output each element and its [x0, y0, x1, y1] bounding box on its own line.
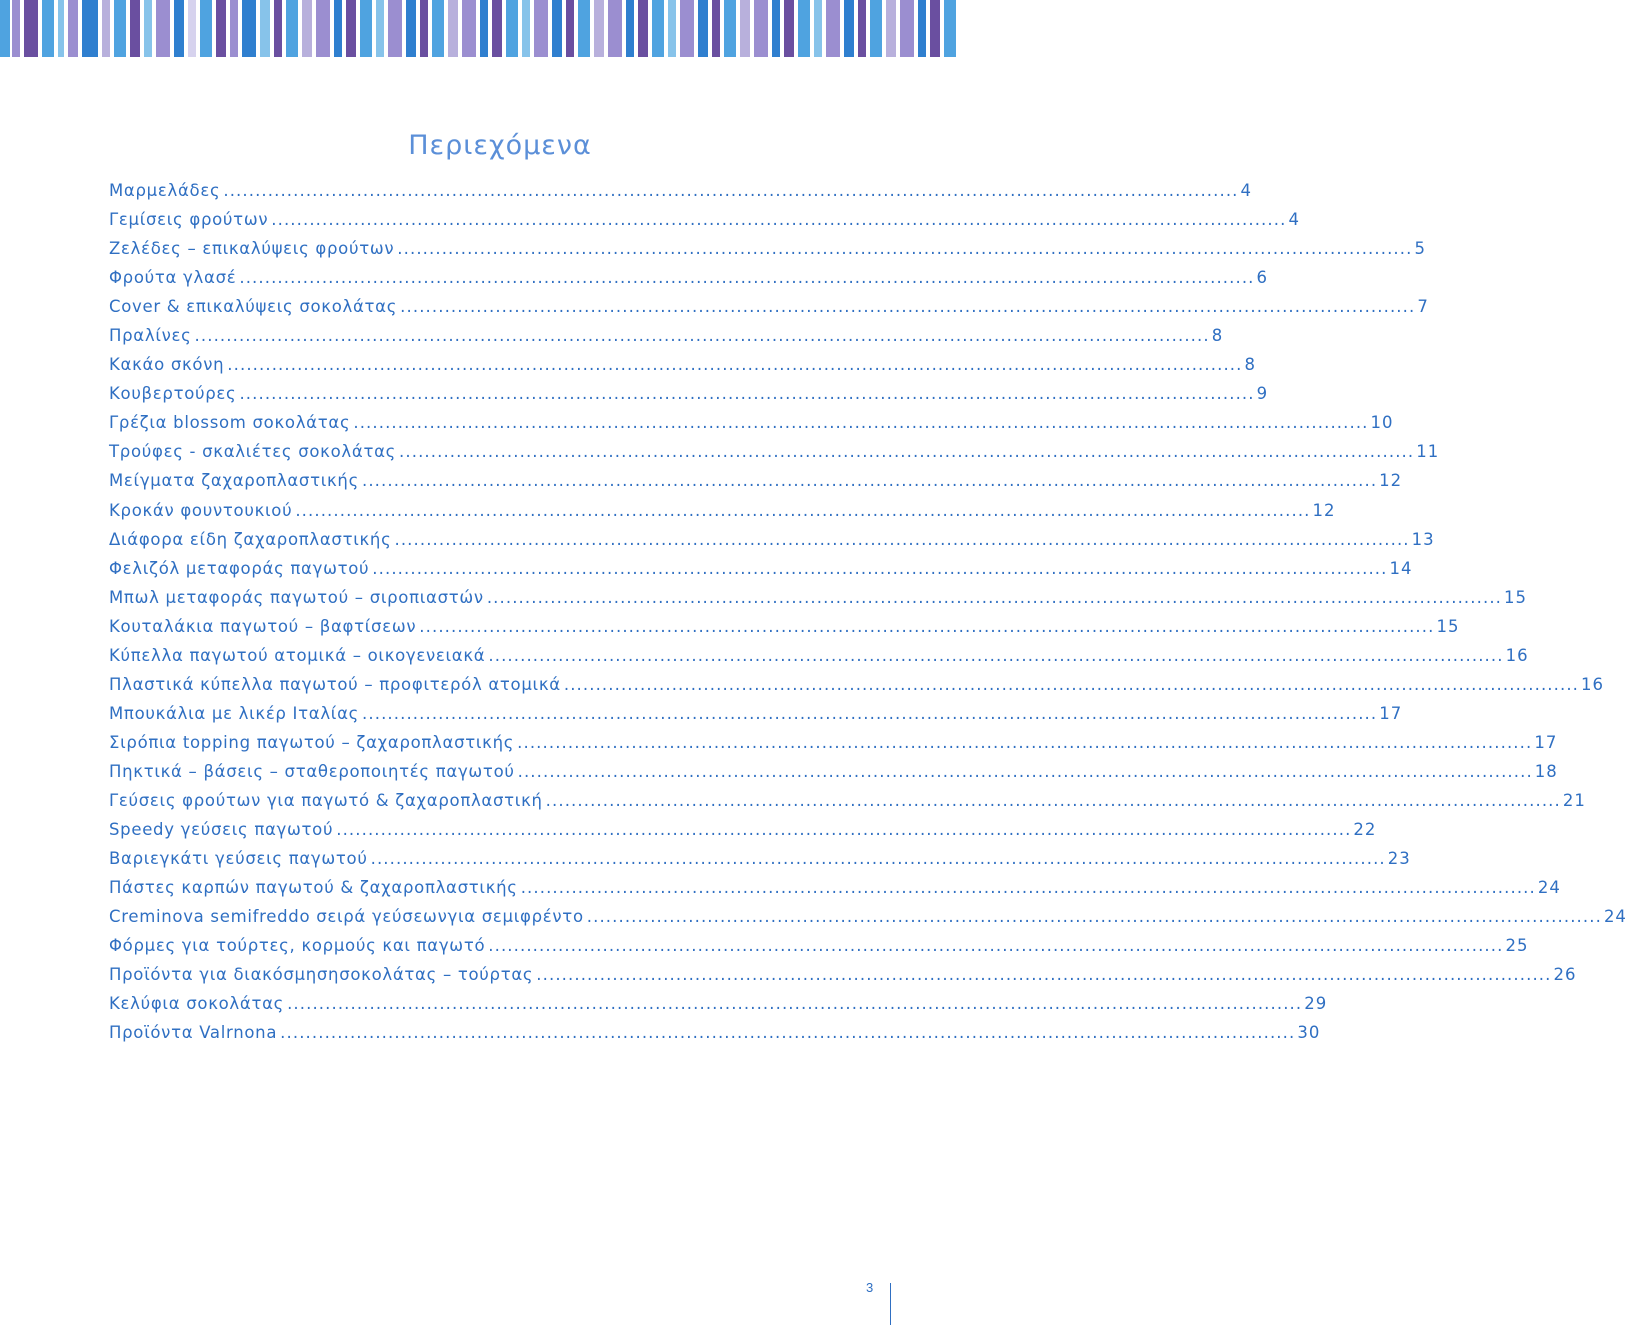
toc-leader-dots: ................................................................................................................................................................ [353, 413, 1369, 433]
toc-entry-label: Βαριεγκάτι γεύσεις παγωτού [109, 849, 368, 869]
toc-entry-page: 18 [1534, 761, 1558, 781]
toc-entry[interactable] [109, 907, 1627, 936]
toc-entry-page: 24 [1537, 878, 1561, 898]
toc-entry-label: Ζελέδες – επικαλύψεις φρούτων [109, 239, 395, 259]
toc-leader-dots: ................................................................................................................................................................ [223, 181, 1239, 200]
toc-entry[interactable] [109, 790, 1586, 820]
toc-leader-dots: ................................................................................................................................................................ [545, 790, 1561, 810]
stripe [188, 0, 196, 57]
stripe [534, 0, 548, 57]
stripe [12, 0, 20, 57]
stripe [522, 0, 530, 57]
stripe [784, 0, 794, 57]
toc-entry-page: 16 [1505, 645, 1529, 665]
toc-entry-page: 4 [1240, 181, 1253, 200]
stripe [900, 0, 914, 57]
toc-leader-dots: ................................................................................................................................................................ [486, 587, 1503, 607]
stripe [858, 0, 866, 57]
toc-entry-label: Σιρόπια topping παγωτού – ζαχαροπλαστικής [109, 732, 515, 752]
stripe [480, 0, 488, 57]
toc-entry-label: Φελιζόλ μεταφοράς παγωτού [109, 558, 370, 578]
toc-entry-label: Κουταλάκια παγωτού – βαφτίσεων [109, 616, 417, 636]
toc-entry[interactable] [109, 326, 1224, 355]
toc-entry-page: 21 [1562, 790, 1586, 810]
toc-entry-label: Γεμίσεις φρούτων [109, 210, 269, 230]
toc-entry[interactable] [109, 500, 1336, 530]
stripe [798, 0, 810, 57]
toc-entry-page: 8 [1211, 326, 1224, 346]
toc-entry-label: Creminova semifreddo σειρά γεύσεωνγια σεμιφρέντο [109, 907, 584, 927]
toc-leader-dots: ................................................................................................................................................................ [280, 1023, 1296, 1043]
stripe [826, 0, 840, 57]
stripe [406, 0, 416, 57]
stripe [886, 0, 896, 57]
stripe [388, 0, 402, 57]
stripe [578, 0, 590, 57]
toc-leader-dots: ................................................................................................................................................................ [520, 878, 1536, 898]
toc-leader-dots: ................................................................................................................................................................ [239, 268, 1255, 288]
stripe [144, 0, 152, 57]
stripe [668, 0, 676, 57]
toc-entry-label: Πλαστικά κύπελλα παγωτού – προφιτερόλ ατομικά [109, 674, 561, 694]
toc-entry-label: Cover & επικαλύψεις σοκολάτας [109, 297, 398, 317]
toc-entry-page: 25 [1505, 936, 1529, 956]
stripe [638, 0, 648, 57]
toc-entry[interactable] [109, 239, 1426, 268]
stripe [944, 0, 956, 57]
stripe [594, 0, 604, 57]
toc-entry-page: 10 [1370, 413, 1394, 433]
toc-leader-dots: ................................................................................................................................................................ [362, 703, 1378, 723]
toc-entry-page: 29 [1304, 994, 1328, 1014]
toc-entry[interactable] [109, 761, 1558, 791]
stripe [200, 0, 212, 57]
stripe [346, 0, 356, 57]
toc-entry[interactable] [109, 384, 1269, 413]
decorative-stripe-band [0, 0, 960, 57]
toc-entry-label: Πραλίνες [109, 326, 192, 346]
toc-entry[interactable] [109, 442, 1440, 471]
toc-entry-page: 11 [1416, 442, 1440, 462]
toc-entry-label: Πάστες καρπών παγωτού & ζαχαροπλαστικής [109, 878, 518, 898]
stripe [102, 0, 110, 57]
toc-entry[interactable] [109, 355, 1256, 384]
toc-entry-label: Φόρμες για τούρτες, κορμούς και παγωτό [109, 936, 486, 956]
toc-entry-label: Κελύφια σοκολάτας [109, 994, 285, 1014]
toc-entry[interactable] [109, 210, 1300, 239]
toc-entry-page: 5 [1414, 239, 1426, 259]
toc-entry[interactable] [109, 297, 1429, 326]
stripe [130, 0, 140, 57]
stripe [870, 0, 882, 57]
toc-leader-dots: ................................................................................................................................................................ [399, 442, 1415, 462]
toc-entry-label: Γεύσεις φρούτων για παγωτό & ζαχαροπλαστική [109, 790, 543, 810]
toc-entry[interactable] [109, 732, 1558, 762]
toc-leader-dots: ................................................................................................................................................................ [271, 210, 1287, 230]
toc-entry-label: Μπουκάλια με λικέρ Ιταλίας [109, 703, 360, 723]
toc-entry-page: 6 [1256, 268, 1269, 288]
toc-entry-label: Κύπελλα παγωτού ατομικά – οικογενειακά [109, 645, 486, 665]
toc-entry[interactable] [109, 587, 1528, 617]
toc-entry[interactable] [109, 936, 1529, 965]
toc-leader-dots: ................................................................................................................................................................ [419, 616, 1435, 636]
toc-entry-label: Φρούτα γλασέ [109, 268, 237, 288]
table-of-contents [109, 181, 1627, 1052]
stripe [420, 0, 428, 57]
page-number: 3 [866, 1280, 874, 1295]
toc-leader-dots: ................................................................................................................................................................ [194, 326, 1210, 346]
toc-leader-dots: ................................................................................................................................................................ [488, 936, 1504, 956]
stripe [274, 0, 282, 57]
toc-leader-dots: ................................................................................................................................................................ [295, 500, 1311, 520]
stripe [712, 0, 720, 57]
stripe [432, 0, 444, 57]
stripe [156, 0, 170, 57]
toc-leader-dots: ................................................................................................................................................................ [239, 384, 1255, 404]
stripe [552, 0, 562, 57]
stripe [286, 0, 298, 57]
stripe [566, 0, 574, 57]
toc-leader-dots: ................................................................................................................................................................ [397, 239, 1413, 259]
toc-leader-dots: ................................................................................................................................................................ [394, 529, 1410, 549]
toc-entry[interactable] [109, 616, 1460, 646]
stripe [42, 0, 54, 57]
toc-entry-label: Προϊόντα για διακόσμησησοκολάτας – τούρτας [109, 965, 534, 985]
toc-entry[interactable] [109, 703, 1403, 733]
stripe [82, 0, 98, 57]
toc-entry[interactable] [109, 1023, 1321, 1052]
stripe [724, 0, 736, 57]
stripe [302, 0, 312, 57]
toc-leader-dots: ................................................................................................................................................................ [361, 471, 1378, 491]
toc-entry-label: Κροκάν φουντουκιού [109, 500, 293, 520]
stripe [652, 0, 664, 57]
toc-leader-dots: ................................................................................................................................................................ [372, 558, 1388, 578]
stripe [230, 0, 238, 57]
toc-entry[interactable] [109, 674, 1605, 704]
toc-entry-page: 24 [1603, 907, 1627, 927]
toc-entry[interactable] [109, 878, 1561, 907]
toc-entry[interactable] [109, 994, 1328, 1023]
toc-entry-page: 7 [1417, 297, 1429, 317]
toc-leader-dots: ................................................................................................................................................................ [536, 965, 1552, 985]
toc-entry[interactable] [109, 965, 1577, 994]
stripe [448, 0, 458, 57]
toc-entry-page: 13 [1411, 529, 1435, 549]
toc-entry-page: 17 [1534, 732, 1558, 752]
toc-entry-page: 12 [1379, 471, 1403, 491]
toc-entry-page: 9 [1256, 384, 1269, 404]
toc-leader-dots: ................................................................................................................................................................ [287, 994, 1303, 1014]
stripe [216, 0, 226, 57]
stripe [844, 0, 854, 57]
stripe [316, 0, 330, 57]
toc-entry-page: 23 [1387, 849, 1411, 869]
toc-leader-dots: ................................................................................................................................................................ [517, 761, 1533, 781]
stripe [114, 0, 126, 57]
stripe [772, 0, 780, 57]
stripe [58, 0, 64, 57]
toc-leader-dots: ................................................................................................................................................................ [370, 849, 1386, 869]
toc-entry-label: Τρούφες - σκαλιέτες σοκολάτας [109, 442, 397, 462]
toc-leader-dots: ................................................................................................................................................................ [227, 355, 1243, 375]
page-title: Περιεχόμενα [408, 130, 592, 162]
stripe [174, 0, 184, 57]
toc-entry[interactable] [109, 181, 1253, 210]
toc-entry-label: Κακάο σκόνη [109, 355, 225, 375]
toc-leader-dots: ................................................................................................................................................................ [517, 732, 1533, 752]
stripe [626, 0, 634, 57]
toc-entry-page: 12 [1312, 500, 1336, 520]
toc-entry-label: Μαρμελάδες [109, 181, 221, 200]
toc-entry-page: 4 [1288, 210, 1300, 230]
stripe [930, 0, 940, 57]
toc-entry-page: 15 [1436, 616, 1460, 636]
toc-entry-page: 8 [1244, 355, 1256, 375]
stripe [242, 0, 256, 57]
stripe [260, 0, 270, 57]
toc-entry[interactable] [109, 471, 1403, 500]
toc-entry-label: Μείγματα ζαχαροπλαστικής [109, 471, 359, 491]
toc-entry-label: Πηκτικά – βάσεις – σταθεροποιητές παγωτού [109, 761, 515, 781]
stripe [376, 0, 384, 57]
page-number-rule [890, 1283, 891, 1325]
stripe [68, 0, 78, 57]
stripe [814, 0, 822, 57]
stripe [462, 0, 476, 57]
stripe [680, 0, 694, 57]
toc-entry[interactable] [109, 529, 1435, 559]
toc-entry[interactable] [109, 558, 1413, 588]
stripe [24, 0, 38, 57]
toc-entry-label: Κουβερτούρες [109, 384, 237, 404]
toc-entry-page: 26 [1553, 965, 1577, 985]
toc-entry-label: Speedy γεύσεις παγωτού [109, 820, 334, 840]
toc-entry[interactable] [109, 645, 1529, 675]
toc-entry-page: 15 [1504, 587, 1528, 607]
toc-entry-label: Γρέζια blossom σοκολάτας [109, 413, 351, 433]
toc-entry[interactable] [109, 849, 1411, 878]
toc-entry[interactable] [109, 268, 1269, 297]
toc-entry-label: Διάφορα είδη ζαχαροπλαστικής [109, 529, 392, 549]
stripe [918, 0, 926, 57]
stripe [0, 0, 10, 57]
toc-entry-page: 14 [1389, 558, 1413, 578]
toc-leader-dots: ................................................................................................................................................................ [563, 674, 1580, 694]
toc-entry-page: 16 [1581, 674, 1605, 694]
toc-entry-label: Μπωλ μεταφοράς παγωτού – σιροπιαστών [109, 587, 484, 607]
toc-entry[interactable] [109, 413, 1394, 442]
stripe [492, 0, 502, 57]
toc-entry-page: 30 [1297, 1023, 1321, 1043]
stripe [754, 0, 768, 57]
toc-entry-page: 22 [1353, 820, 1377, 840]
toc-leader-dots: ................................................................................................................................................................ [488, 645, 1504, 665]
toc-leader-dots: ................................................................................................................................................................ [400, 297, 1416, 317]
stripe [506, 0, 518, 57]
stripe [698, 0, 708, 57]
toc-entry-label: Προϊόντα Valrnona [109, 1023, 278, 1043]
toc-leader-dots: ................................................................................................................................................................ [586, 907, 1602, 927]
stripe [608, 0, 622, 57]
toc-entry-page: 17 [1379, 703, 1403, 723]
toc-leader-dots: ................................................................................................................................................................ [336, 820, 1352, 840]
stripe [334, 0, 342, 57]
stripe [740, 0, 750, 57]
toc-entry[interactable] [109, 820, 1377, 849]
stripe [360, 0, 372, 57]
